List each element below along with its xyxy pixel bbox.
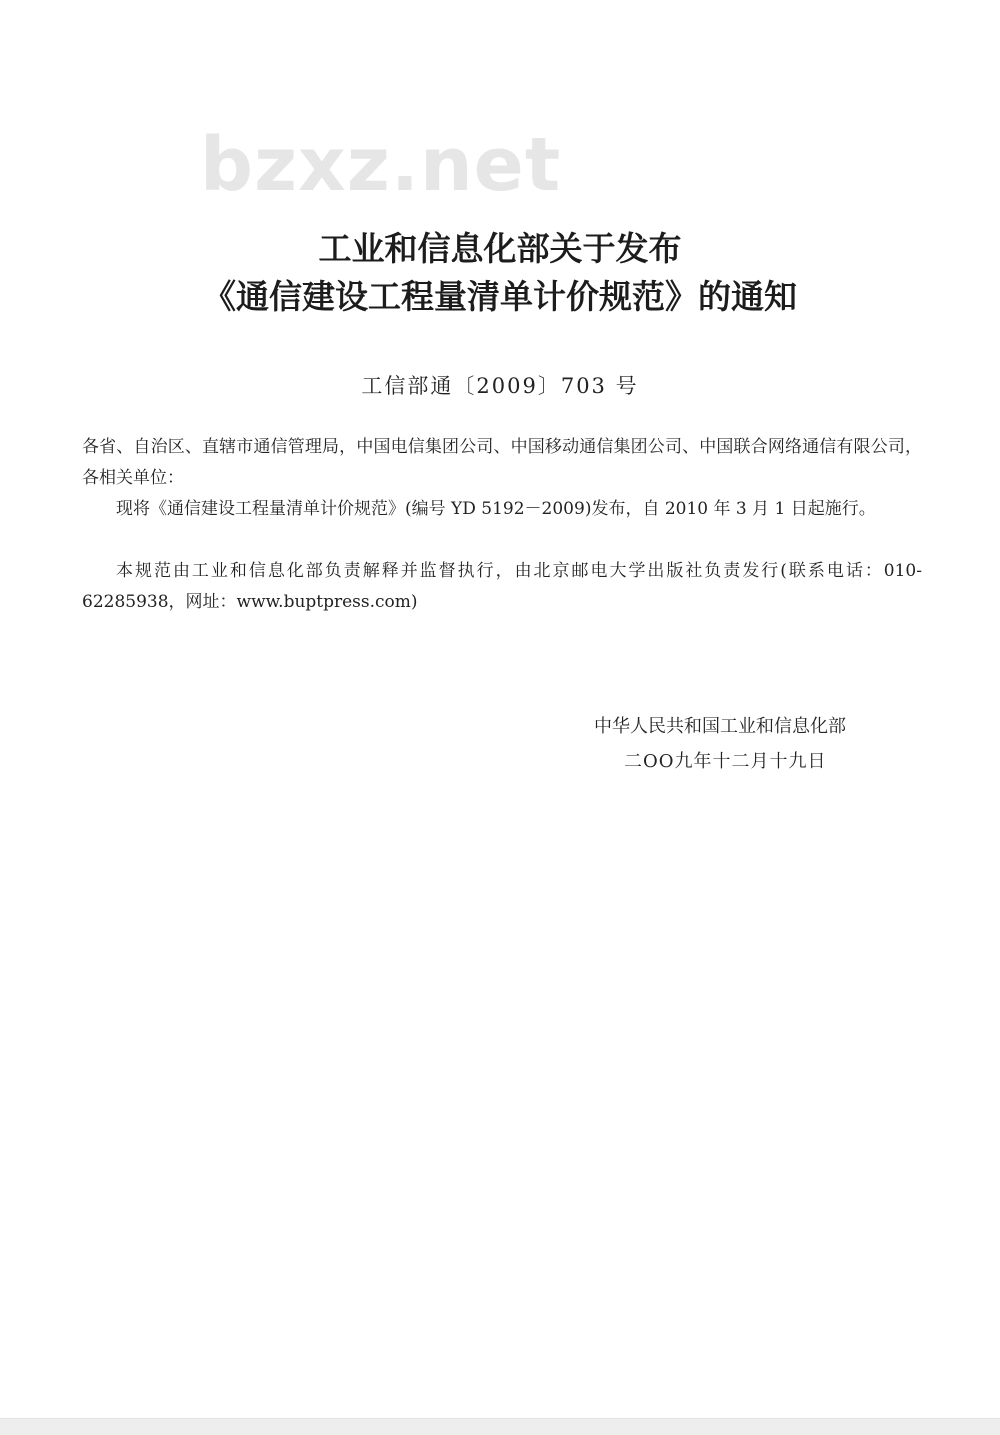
paragraph-block-1	[82, 494, 922, 525]
addressee-block	[82, 432, 922, 494]
title-line-1: 工业和信息化部关于发布	[318, 229, 682, 268]
title-line-2: 《通信建设工程量清单计价规范》的通知	[203, 277, 797, 316]
paragraph-1: 现将《通信建设工程量清单计价规范》(编号 YD 5192－2009)发布，自 2010 年 3 月 1 日起施行。	[116, 499, 876, 519]
document-number: 工信部通〔2009〕703 号	[361, 374, 639, 398]
signature-organization: 中华人民共和国工业和信息化部	[594, 716, 846, 737]
addressee: 各省、自治区、直辖市通信管理局，中国电信集团公司、中国移动通信集团公司、中国联合网络通信有限公司，各相关单位：	[82, 437, 922, 488]
signature-date: 二OO九年十二月十九日	[624, 751, 827, 772]
watermark: bzxz.net	[200, 122, 562, 208]
paragraph-block-2	[82, 556, 922, 618]
bottom-bar	[0, 1418, 1000, 1435]
paragraph-2: 本规范由工业和信息化部负责解释并监督执行，由北京邮电大学出版社负责发行(联系电话：010-62285938，网址：www.buptpress.com)	[82, 561, 922, 612]
